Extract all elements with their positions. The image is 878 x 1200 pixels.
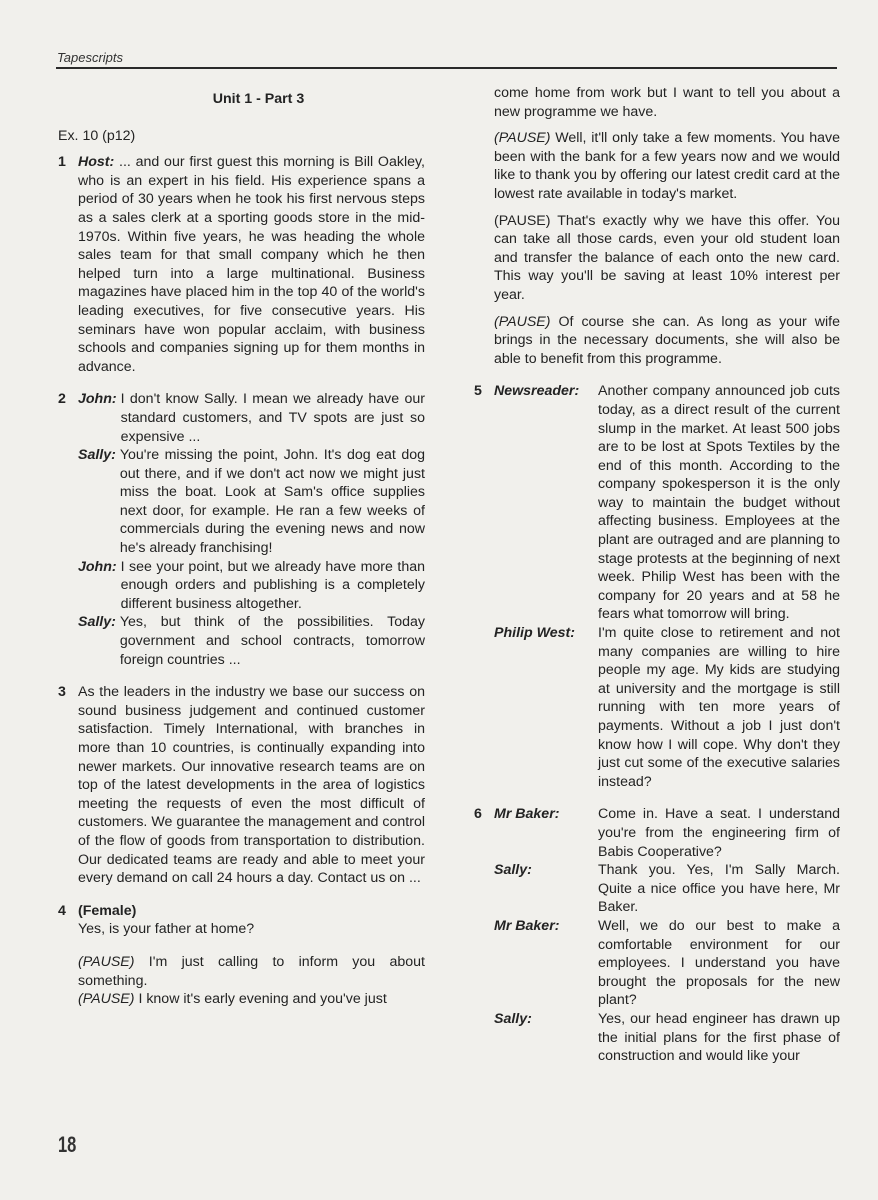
header-rule bbox=[56, 67, 837, 69]
dialogue-line bbox=[474, 861, 840, 917]
transcript-text: come home from work but I want to tell you about a new programme we have. bbox=[494, 85, 840, 120]
dialogue-line bbox=[78, 558, 425, 614]
speaker-label: Philip West: bbox=[494, 625, 575, 642]
item-number: 3 bbox=[58, 684, 66, 701]
speaker-label: Sally: bbox=[494, 862, 532, 879]
transcript-item-5 bbox=[474, 382, 840, 624]
item-number: 2 bbox=[58, 391, 66, 408]
speaker-label: (Female) bbox=[78, 902, 137, 919]
item-number: 4 bbox=[58, 902, 66, 919]
transcript-text: I know it's early evening and you've just bbox=[134, 991, 387, 1008]
pause-marker: (PAUSE) bbox=[78, 991, 135, 1008]
transcript-text: Yes, is your father at home? bbox=[78, 921, 255, 938]
speaker-label: Sally: bbox=[494, 1010, 532, 1027]
dialogue-line bbox=[78, 390, 425, 446]
speaker-label: Host: bbox=[78, 154, 115, 171]
dialogue-line bbox=[474, 1010, 840, 1066]
transcript-text: I'm just calling to inform you about something. bbox=[78, 953, 425, 989]
dialogue-line bbox=[78, 446, 425, 558]
pause-marker: (PAUSE) bbox=[494, 313, 551, 330]
dialogue-text: Yes, our head engineer has drawn up the initial plans for the first phase of construction and would like your bbox=[598, 1010, 840, 1065]
dialogue-text: Well, we do our best to make a comfortable environment for our employees. I understand you have brought the proposals for the new plant? bbox=[598, 917, 840, 1009]
speaker-label: Newsreader: bbox=[494, 383, 580, 400]
item-number: 5 bbox=[474, 383, 482, 400]
dialogue-line bbox=[474, 917, 840, 1010]
transcript-text: (PAUSE) That's exactly why we have this offer. You can take all those cards, even your old student loan and transfer the balance of each onto the new card. This way you'll be saving at least 10% interest per year. bbox=[494, 212, 840, 303]
transcript-text: ... and our first guest this morning is Bill Oakley, who is an expert in his field. His experience spans a period of 30 years when he took his first nervous steps as a sales clerk at a sporting goods store in the mid-1970s. Within five years, he was heading the whole sales team for that small company which he then helped turn into a large multinational. Business magazines have placed him in the top 40 of the world's leading executives, for five consecutive years. His seminars have won popular acclaim, with business schools and companies signing up for them months in advance. bbox=[78, 154, 425, 375]
speaker-label: John: bbox=[78, 391, 117, 408]
dialogue-text: I don't know Sally. I mean we already have our standard customers, and TV spots are just so expensive ... bbox=[120, 391, 425, 445]
pause-marker: (PAUSE) bbox=[78, 953, 135, 970]
transcript-item-1 bbox=[58, 153, 425, 376]
dialogue-text: Another company announced job cuts today, as a direct result of the current slump in the market. At least 500 jobs are to be lost at Spots Textiles by the end of this month. According to the company spokesperson it is the only way to maintain the budget without affecting business. Employees at the plant are outraged and are planning to stage protests at the beginning of next week. Philip West has been with the company for 20 years and at 58 he fears what tomorrow will bring. bbox=[598, 383, 840, 623]
exercise-label: Ex. 10 (p12) bbox=[58, 127, 136, 144]
speaker-label: John: bbox=[78, 558, 117, 575]
page-number: 18 bbox=[58, 1132, 77, 1157]
speaker-label: Sally: bbox=[78, 614, 116, 631]
dialogue-text: Thank you. Yes, I'm Sally March. Quite a nice office you have here, Mr Baker. bbox=[598, 862, 840, 916]
speaker-label: Sally: bbox=[78, 447, 116, 464]
speaker-label: Mr Baker: bbox=[494, 806, 560, 823]
left-column bbox=[58, 84, 425, 1023]
transcript-item-6 bbox=[474, 805, 840, 861]
dialogue-line bbox=[474, 624, 840, 791]
transcript-text: Of course she can. As long as your wife brings in the necessary documents, she will also be able to benefit from this programme. bbox=[494, 313, 840, 367]
dialogue-text: You're missing the point, John. It's dog eat dog out there, and if we don't act now we might just miss the boat. Look at Sam's office supplies next door, for example. He ran a few weeks of commercials during the evening news and now he's already franchising! bbox=[119, 447, 425, 557]
item-number: 1 bbox=[58, 154, 66, 171]
transcript-item-2 bbox=[58, 390, 425, 669]
dialogue-text: Yes, but think of the possibilities. Today government and school contracts, tomorrow foreign countries ... bbox=[119, 614, 425, 668]
speaker-label: Mr Baker: bbox=[494, 917, 560, 934]
transcript-text: Well, it'll only take a few moments. You have been with the bank for a few years now and we would like to thank you by offering our latest credit card at the lowest rate available in today's market. bbox=[494, 130, 840, 202]
transcript-item-3 bbox=[58, 683, 425, 888]
dialogue-line bbox=[78, 613, 425, 669]
unit-title: Unit 1 - Part 3 bbox=[212, 91, 305, 107]
transcript-text: As the leaders in the industry we base our success on sound business judgement and continued customer satisfaction. Timely International, with branches in more than 10 countries, is continually expanding into newer markets. Our innovative research teams are on top of the latest developments in the area of logistics meeting the requests of even the most difficult of customers. We guarantee the management and control of the flow of goods from transportation to distribution. Our dedicated teams are ready and able to meet your every demand on call 24 hours a day. Contact us on ... bbox=[78, 684, 425, 887]
dialogue-text: I'm quite close to retirement and not many companies are willing to hire people my age. My kids are studying at university and the mortgage is still running with ten more years of payments. Without a job I just don't know how I will cope. Why don't they just cut some of the executive salaries instead? bbox=[598, 625, 840, 790]
right-column bbox=[474, 84, 840, 1066]
transcript-item-4 bbox=[58, 902, 425, 1009]
dialogue-text: I see your point, but we already have more than enough orders and publishing is a completely different business altogether. bbox=[120, 558, 425, 612]
running-header: Tapescripts bbox=[57, 50, 123, 65]
dialogue-text: Come in. Have a seat. I understand you're from the engineering firm of Babis Cooperative? bbox=[598, 806, 840, 860]
pause-marker: (PAUSE) bbox=[494, 130, 551, 147]
item-number: 6 bbox=[474, 806, 482, 823]
